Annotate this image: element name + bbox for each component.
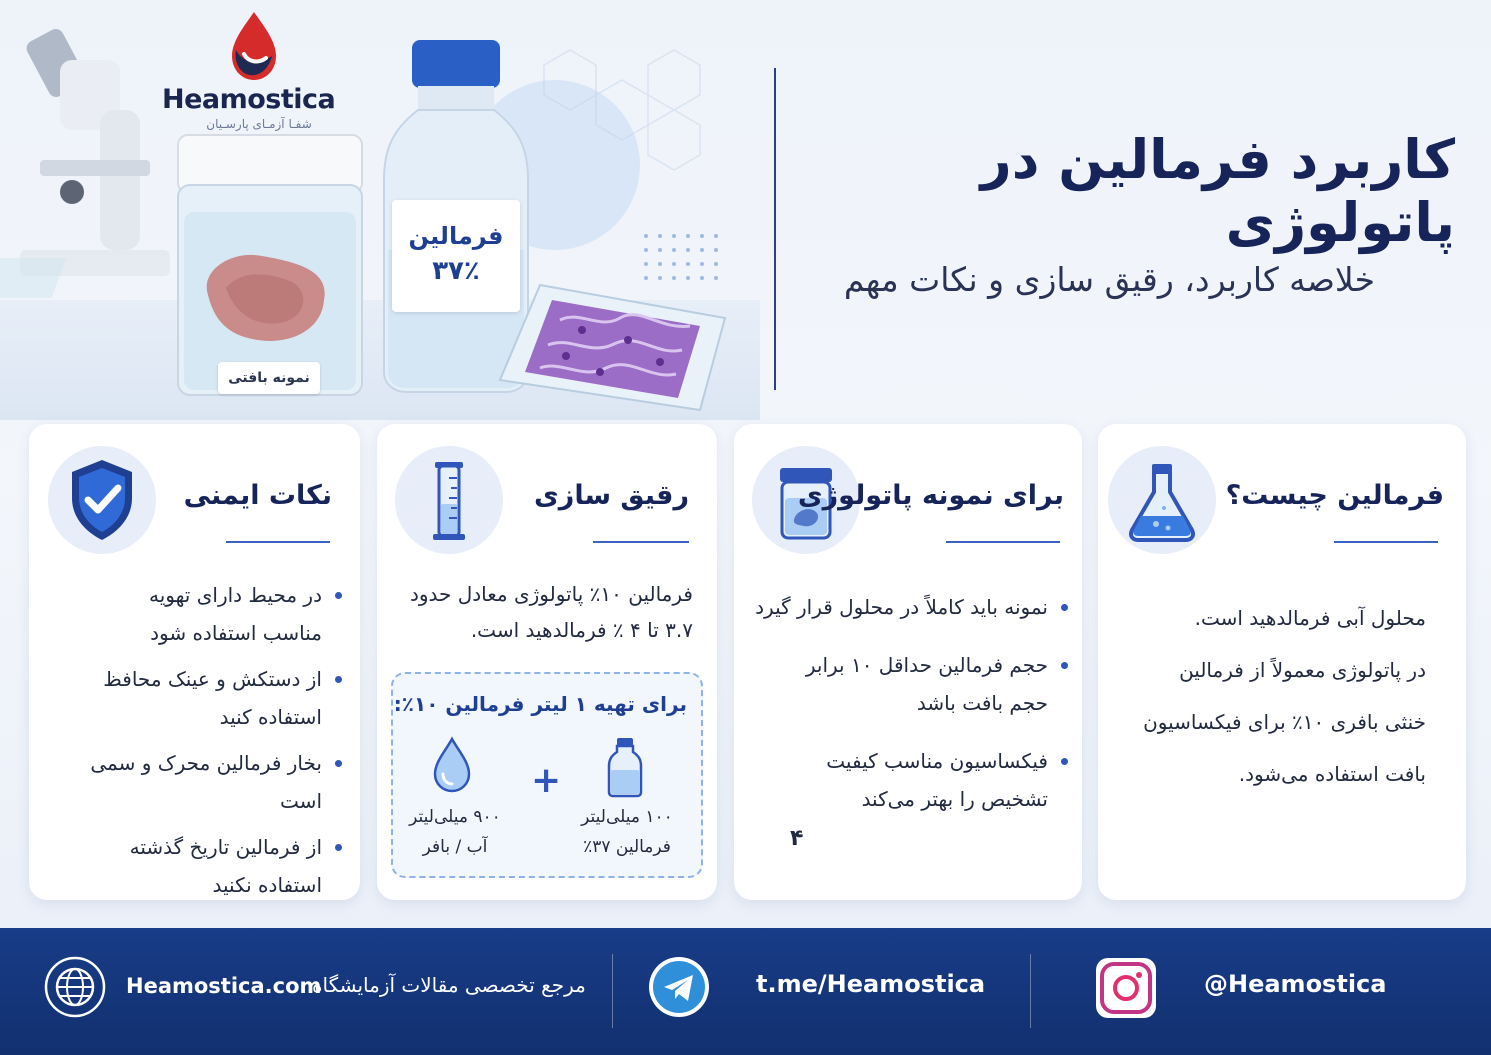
card-title: برای نمونه پاتولوژی (797, 480, 1064, 511)
card-icon-circle (395, 446, 503, 554)
bottle-icon (605, 736, 645, 798)
bullet-list (44, 576, 344, 904)
paragraph-line: محلول آبی فرمالدهید است. (1194, 606, 1426, 630)
microscope-icon (20, 26, 170, 276)
hero-divider (774, 68, 776, 390)
water-amount-name: آب / بافر (422, 837, 488, 857)
bullet-list (750, 588, 1070, 818)
card-title-underline (593, 541, 689, 543)
card-icon-circle (1108, 446, 1216, 554)
list-item: بخار فرمالین محرک و سمی است (44, 744, 344, 820)
list-item: فیکساسیون مناسب کیفیت تشخیص را بهتر می‌کند (750, 742, 1070, 818)
list-item: از دستکش و عینک محافظ استفاده کنید (44, 660, 344, 736)
card-title: نکات ایمنی (183, 480, 332, 511)
card-title: فرمالین چیست؟ (1225, 480, 1444, 511)
specimen-jar-illustration (178, 135, 362, 395)
instagram-icon[interactable] (1094, 956, 1158, 1020)
brand-tagline: شفـا آزمـای پارسـیان (206, 117, 312, 131)
dilution-text: فرمالین ۱۰٪ پاتولوژی معادل حدود ۳.۷ تا ۴ ٪ فرمالدهید است. (409, 582, 693, 642)
list-item: از فرمالین تاریخ گذشته استفاده نکنید (44, 828, 344, 904)
graduated-cylinder-icon (395, 446, 503, 554)
telegram-icon[interactable] (648, 956, 710, 1018)
brand-name: Heamostica (162, 84, 336, 115)
dilution-recipe-box (391, 672, 703, 878)
instagram-handle[interactable]: @Heamostica (1204, 970, 1387, 998)
list-item: حجم فرمالین حداقل ۱۰ برابر حجم بافت باشد (750, 646, 1070, 722)
lab-illustration (0, 0, 760, 420)
card-pathology-sample (734, 424, 1082, 900)
card-icon-circle (48, 446, 156, 554)
stray-mark: ۴ (790, 826, 804, 851)
water-amount (395, 802, 515, 862)
bottle-label-name: فرمالین (408, 222, 504, 250)
website-link[interactable]: Heamostica.com (126, 974, 322, 998)
card-title-underline (226, 541, 330, 543)
footer-separator (1030, 954, 1031, 1028)
list-item: نمونه باید کاملاً در محلول قرار گیرد (750, 588, 1070, 626)
card-safety (29, 424, 360, 900)
flask-icon (1108, 446, 1216, 554)
footer-bar (0, 928, 1491, 1055)
card-title: رقیق سازی (534, 480, 689, 511)
bottle-label (392, 200, 520, 312)
page-title: کاربرد فرمالین در پاتولوژی (980, 128, 1455, 254)
hero-section (0, 0, 1491, 420)
plus-sign: + (531, 760, 562, 801)
water-amount-value: ۹۰۰ میلی‌لیتر (409, 807, 501, 827)
card-title-underline (1334, 541, 1438, 543)
card-paragraph (1116, 592, 1426, 800)
globe-icon[interactable] (44, 956, 106, 1018)
water-drop-icon (431, 736, 473, 794)
card-title-underline (946, 541, 1060, 543)
formalin-amount (567, 802, 687, 862)
paragraph-line: خنثی بافری ۱۰٪ برای فیکساسیون (1143, 710, 1426, 734)
telegram-link[interactable]: t.me/Heamostica (756, 970, 986, 998)
card-what-is-formalin (1098, 424, 1466, 900)
formalin-amount-value: ۱۰۰ میلی‌لیتر (581, 807, 673, 827)
formalin-amount-name: فرمالین ۳۷٪ (583, 837, 671, 857)
footer-tagline: مرجع تخصصی مقالات آزمایشگاه (312, 973, 586, 997)
jar-label: نمونه بافتی (218, 362, 320, 394)
footer-separator (612, 954, 613, 1028)
microscope-slide-illustration (500, 285, 725, 410)
brand-logo (162, 10, 362, 130)
bottle-label-percent: ۳۷٪ (432, 256, 480, 286)
list-item: در محیط دارای تهویه مناسب استفاده شود (44, 576, 344, 652)
blood-drop-logo-icon (222, 10, 286, 82)
recipe-title: برای تهیه ۱ لیتر فرمالین ۱۰٪: (393, 692, 687, 716)
card-dilution (377, 424, 717, 900)
paragraph-line: در پاتولوژی معمولاً از فرمالین (1179, 658, 1426, 682)
shield-check-icon (48, 446, 156, 554)
paragraph-line: بافت استفاده می‌شود. (1238, 762, 1426, 786)
page-subtitle: خلاصه کاربرد، رقیق سازی و نکات مهم (843, 260, 1375, 299)
